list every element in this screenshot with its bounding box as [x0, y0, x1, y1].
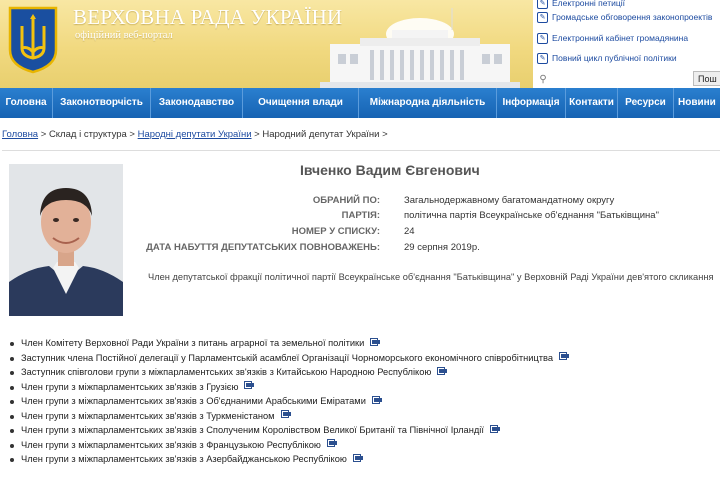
nav-item-home[interactable]: Головна	[0, 88, 53, 118]
party-value: політична партія Всеукраїнське об'єднання "Батьківщина"	[404, 210, 659, 221]
nav-item-lustration[interactable]: Очищення влади	[243, 88, 359, 118]
discussion-icon: ✎	[537, 12, 548, 23]
list-number-label: НОМЕР У СПИСКУ:	[291, 226, 380, 237]
list-item: Член групи з міжпарламентських зв'язків з Французькою Республікою	[10, 438, 569, 453]
cabinet-icon: ✎	[537, 33, 548, 44]
search-bar	[536, 71, 720, 87]
coat-of-arms-logo[interactable]	[8, 6, 58, 74]
breadcrumb-deputies[interactable]: Народні депутати України	[137, 129, 252, 140]
site-header	[0, 0, 720, 88]
list-number-value: 24	[404, 226, 415, 237]
print-icon[interactable]	[372, 396, 382, 404]
nav-item-information[interactable]: Інформація	[497, 88, 566, 118]
petition-icon: ✎	[537, 0, 548, 9]
elected-by-value: Загальнодержавному багатомандатному округу	[404, 195, 615, 206]
site-subtitle: офіційний веб-портал	[75, 30, 173, 41]
list-item: Член групи з міжпарламентських зв'язків з Грузією	[10, 380, 569, 395]
mandate-date-label: ДАТА НАБУТТЯ ДЕПУТАТСЬКИХ ПОВНОВАЖЕНЬ:	[146, 242, 380, 253]
elected-by-label: ОБРАНИЙ ПО:	[312, 195, 380, 206]
mandate-date-value: 29 серпня 2019р.	[404, 242, 480, 253]
nav-item-contacts[interactable]: Контакти	[566, 88, 618, 118]
list-item: Член групи з міжпарламентських зв'язків з Азербайджанською Республікою	[10, 452, 569, 467]
content-divider	[2, 150, 720, 151]
breadcrumb-separator: >	[254, 129, 260, 140]
list-item: Член Комітету Верховної Ради України з питань аграрної та земельної політики	[10, 336, 569, 351]
nav-item-lawmaking[interactable]: Законотворчість	[53, 88, 151, 118]
deputy-photo	[9, 164, 123, 316]
breadcrumb-separator: >	[40, 129, 47, 140]
link-public-policy-cycle[interactable]: ✎ Повний цикл публічної політики	[537, 51, 677, 65]
party-label: ПАРТІЯ:	[341, 210, 380, 221]
print-icon[interactable]	[437, 367, 447, 375]
nav-item-legislation[interactable]: Законодавство	[151, 88, 243, 118]
nav-item-news[interactable]: Новини	[678, 97, 716, 108]
nav-item-resources[interactable]: Ресурси	[618, 88, 674, 118]
print-icon[interactable]	[490, 425, 500, 433]
breadcrumb-separator: >	[129, 129, 135, 140]
print-icon[interactable]	[281, 410, 291, 418]
list-item: Член групи з міжпарламентських зв'язків з Сполученим Королівством Великої Британії та Північної Ірландії	[10, 423, 569, 438]
breadcrumb-structure: Склад і структура	[48, 129, 127, 140]
list-item: Заступник члена Постійної делегації у Парламентській асамблеї Організації Чорноморського економічного співробітництва	[10, 351, 569, 366]
deputy-name: Івченко Вадим Євгенович	[300, 162, 480, 178]
link-citizen-cabinet[interactable]: ✎ Електронний кабінет громадянина	[537, 31, 688, 45]
nav-item-international[interactable]: Міжнародна діяльність	[359, 88, 497, 118]
positions-list	[10, 336, 569, 467]
print-icon[interactable]	[353, 454, 363, 462]
search-input[interactable]	[550, 72, 700, 86]
parliament-building-image	[300, 4, 535, 88]
main-navigation	[0, 88, 720, 118]
link-e-petitions[interactable]: ✎ Електронні петиції	[537, 0, 625, 10]
link-public-discussion[interactable]: ✎ Громадське обговорення законопроектів	[537, 10, 712, 24]
breadcrumb-current: Народний депутат України	[262, 129, 380, 140]
site-title[interactable]: ВЕРХОВНА РАДА УКРАЇНИ	[73, 5, 343, 29]
print-icon[interactable]	[327, 439, 337, 447]
list-item: Заступник співголови групи з міжпарламентських зв'язків з Китайською Народною Республікою	[10, 365, 569, 380]
print-icon[interactable]	[244, 381, 254, 389]
print-icon[interactable]	[370, 338, 380, 346]
breadcrumb-home[interactable]: Головна	[2, 129, 39, 140]
policy-icon: ✎	[537, 53, 548, 64]
search-button[interactable]: Пош	[693, 71, 720, 86]
list-item: Член групи з міжпарламентських зв'язків з Туркменістаном	[10, 409, 569, 424]
search-icon: ⚲	[539, 73, 547, 85]
breadcrumb-separator: >	[382, 129, 388, 140]
faction-membership: Член депутатської фракції політичної партії Всеукраїнське об'єднання "Батьківщина" у Верховній Раді України дев'ятого скликання	[148, 272, 714, 282]
print-icon[interactable]	[559, 352, 569, 360]
breadcrumb	[2, 129, 388, 140]
list-item: Член групи з міжпарламентських зв'язків з Об'єднаними Арабськими Еміратами	[10, 394, 569, 409]
